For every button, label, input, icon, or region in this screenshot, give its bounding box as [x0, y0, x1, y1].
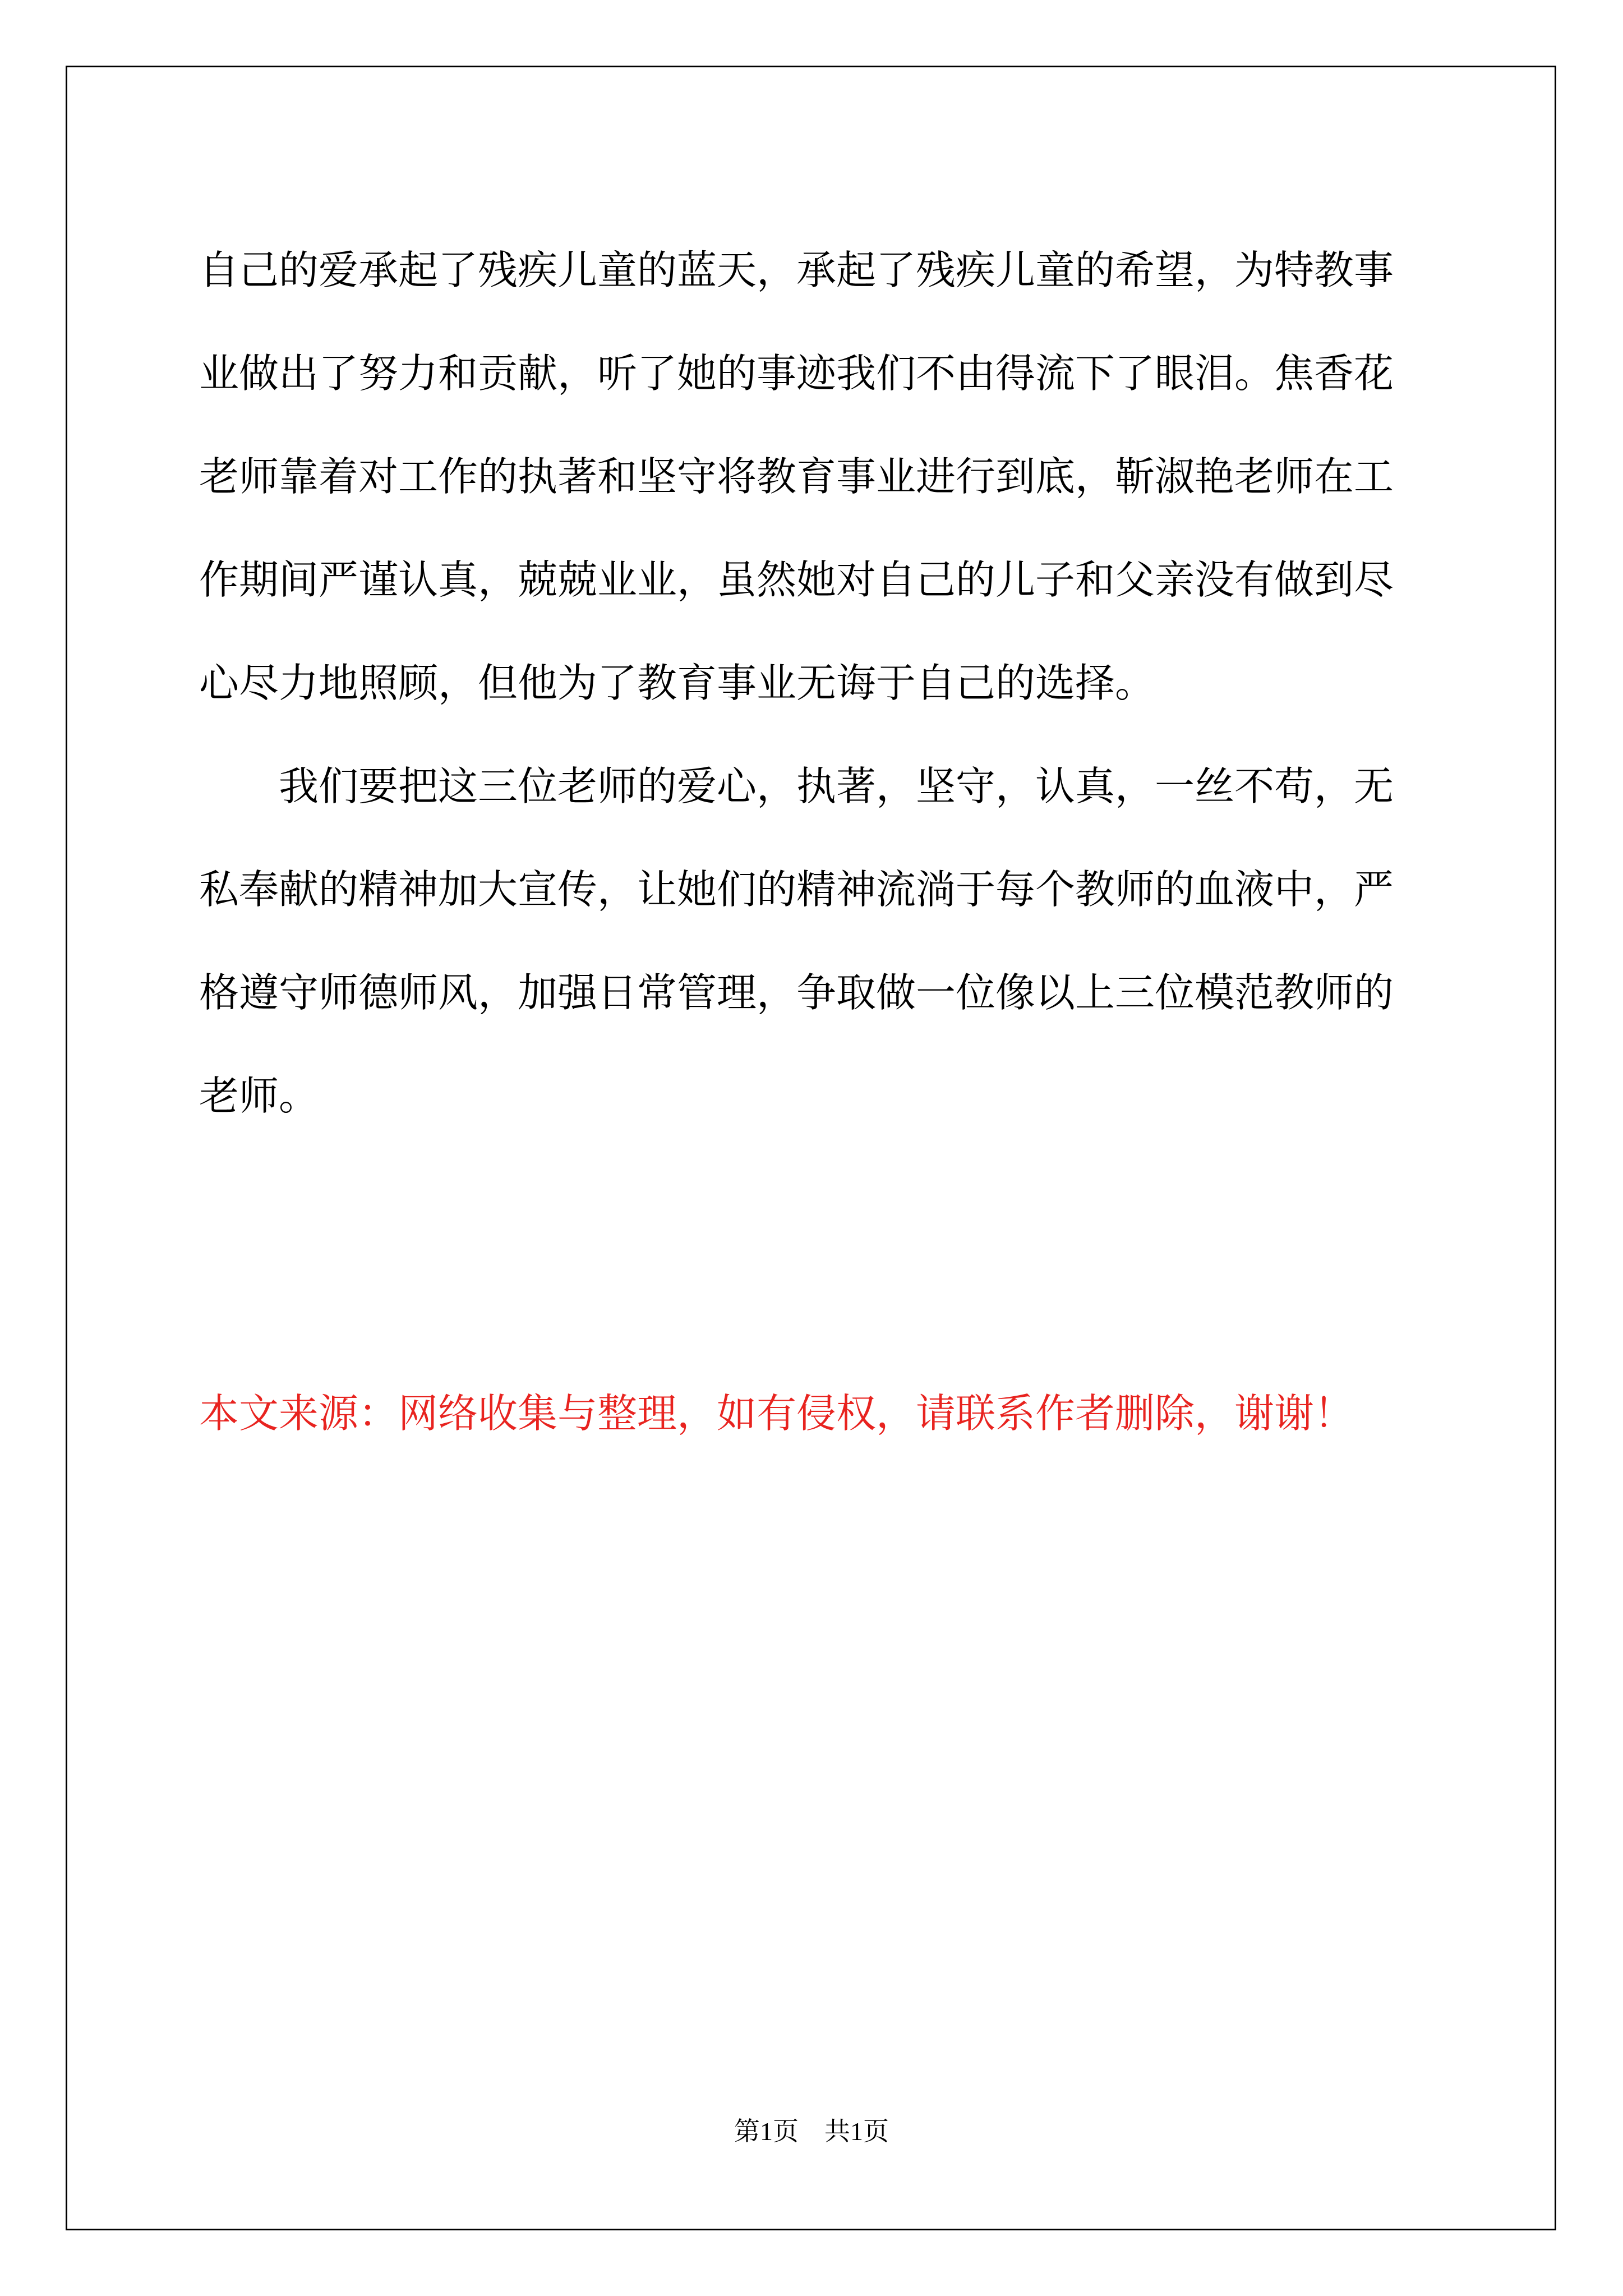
paragraph: 自己的爱承起了残疾儿童的蓝天，承起了残疾儿童的希望，为特教事业做出了努力和贡献，听了她的事迹我们不由得流下了眼泪。焦香花老师靠着对工作的执著和坚守将教育事业进行到底，靳淑艳老师在工作期间严谨认真，兢兢业业，虽然她对自己的儿子和父亲没有做到尽心尽力地照顾，但他为了教育事业无诲于自己的选择。 — [199, 247, 1394, 706]
document-body — [199, 219, 1433, 1148]
page-footer: 第1页 共1页 — [734, 2117, 889, 2146]
paragraph: 我们要把这三位老师的爱心，执著，坚守，认真，一丝不苟，无私奉献的精神加大宣传，让她们的精神流淌于每个教师的血液中，严格遵守师德师风，加强日常管理，争取做一位像以上三位模范教师的老师。 — [199, 763, 1394, 1119]
source-note: 本文来源：网络收集与整理，如有侵权，请联系作者删除，谢谢！ — [199, 1390, 1354, 1437]
